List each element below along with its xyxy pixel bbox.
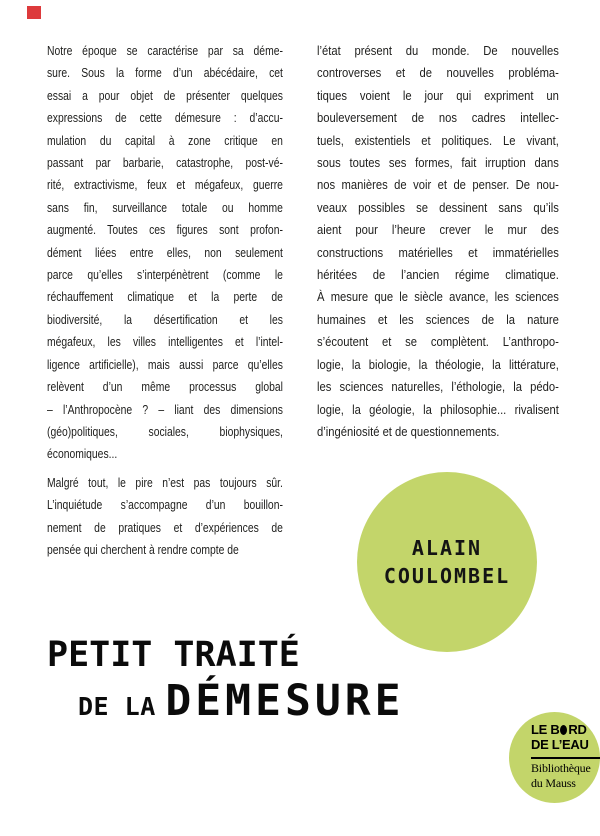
publisher-name	[531, 723, 589, 752]
blurb-line: s’écoutent et se complètent. L’anthropo-	[317, 334, 559, 350]
blurb-line: controverses et de nouvelles probléma-	[317, 65, 559, 81]
blurb-line: constructions matérielles et immatérielles	[317, 244, 559, 260]
blurb-line: d’ingéniosité et de questionnements.	[317, 423, 500, 439]
title-de-la: DE LA	[78, 692, 156, 721]
blurb-left-column	[47, 40, 283, 561]
book-title	[47, 632, 405, 726]
author-badge-circle	[357, 472, 537, 652]
publisher-name-line-1: LE B RD	[531, 722, 587, 737]
blurb-line: l’état présent du monde. De nouvelles	[317, 43, 559, 58]
blurb-line: dément liées entre elles, non seulement	[47, 244, 283, 260]
blurb-line: sure. Sous la forme d’un abécédaire, cet	[47, 65, 283, 81]
blurb-line: tiques voient le jour qui expriment un	[317, 87, 559, 103]
blurb-line: humaines et les sciences de la nature	[317, 311, 559, 327]
blurb-line: passant par barbarie, catastrophe, post-vé-	[47, 155, 283, 171]
collection-line-2: du Mauss	[531, 776, 576, 790]
blurb-line: mulation du capital à zone critique en	[47, 132, 283, 148]
author-last-name: COULOMBEL	[383, 564, 511, 588]
blurb-line: À mesure que le siècle avance, les sciences	[317, 289, 559, 305]
blurb-line: aient pour l’heure crever le mur des	[317, 222, 559, 238]
blurb-line: nement de pratiques et d’expériences de	[47, 519, 283, 535]
blurb-line: expressions de cette démesure : d’accu-	[47, 110, 283, 126]
blurb-line: pensée qui cherchent à rendre compte de	[47, 541, 239, 557]
author-first-name: ALAIN	[411, 536, 483, 560]
collection-line-1: Bibliothèque	[531, 761, 591, 775]
blurb-line: L’inquiétude s’accompagne d’un bouillon-	[47, 497, 283, 513]
blurb-line: veaux possibles se dessinent sans qu’ils	[317, 199, 559, 215]
collection-name	[531, 761, 591, 791]
blurb-line: logie, la géologie, la philosophie... rivalisent	[317, 401, 559, 417]
blurb-line: augmenté. Toutes ces figures sont profon-	[47, 222, 283, 238]
blurb-right-column	[317, 40, 559, 443]
blurb-line: bouleversement de nos cadres intellec-	[317, 110, 559, 126]
blurb-line: sans fin, surveillance totale ou homme	[47, 199, 283, 215]
title-line-2	[78, 676, 405, 726]
publisher-name-line-2: DE L’EAU	[531, 736, 589, 752]
red-square-mark	[27, 6, 41, 19]
blurb-line: parce qu’elles s’interpénètrent (comme le	[47, 267, 283, 283]
blurb-line: relèvent d’un même processus global	[47, 379, 283, 395]
blurb-line: rité, extractivisme, feux et mégafeux, guerre	[47, 177, 283, 193]
blurb-line: mégafeux, les villes intelligentes et l’intel-	[47, 334, 283, 350]
blurb-line: – l’Anthropocène ? – liant des dimensions	[47, 401, 283, 417]
blurb-paragraph-2	[47, 472, 283, 562]
blurb-line: économiques...	[47, 446, 118, 462]
blurb-line: logie, la biologie, la théologie, la littérature,	[317, 356, 559, 372]
blurb-line: Notre époque se caractérise par sa déme-	[47, 43, 283, 58]
blurb-line: ligence artificielle), mais aussi parce qu’elles	[47, 356, 283, 372]
blurb-line: réchauffement climatique et la perte de	[47, 289, 283, 305]
blurb-line: essai a pour objet de présenter quelques	[47, 87, 283, 103]
blurb-line: Malgré tout, le pire n’est pas toujours sûr.	[47, 474, 283, 490]
blurb-paragraph-1	[47, 40, 283, 466]
title-demesure: DÉMESURE	[165, 676, 405, 726]
blurb-line: biodiversité, la désertification et les	[47, 311, 283, 327]
filled-o-glyph	[560, 725, 567, 735]
blurb-line: tuels, existentiels et politiques. Le vivant,	[317, 132, 559, 148]
title-line-1: PETIT TRAITÉ	[47, 635, 300, 675]
blurb-line: (géo)politiques, sociales, biophysiques,	[47, 423, 283, 439]
blurb-paragraph-3	[317, 40, 559, 443]
blurb-line: nos manières de voir et de penser. De nou-	[317, 177, 559, 193]
blurb-line: héritées de l’ancien régime climatique.	[317, 267, 559, 283]
blurb-line: sous toutes ses formes, fait irruption dans	[317, 155, 559, 171]
blurb-line: les sciences naturelles, l’éthologie, la pédo-	[317, 379, 559, 395]
publisher-divider-rule	[531, 757, 600, 759]
